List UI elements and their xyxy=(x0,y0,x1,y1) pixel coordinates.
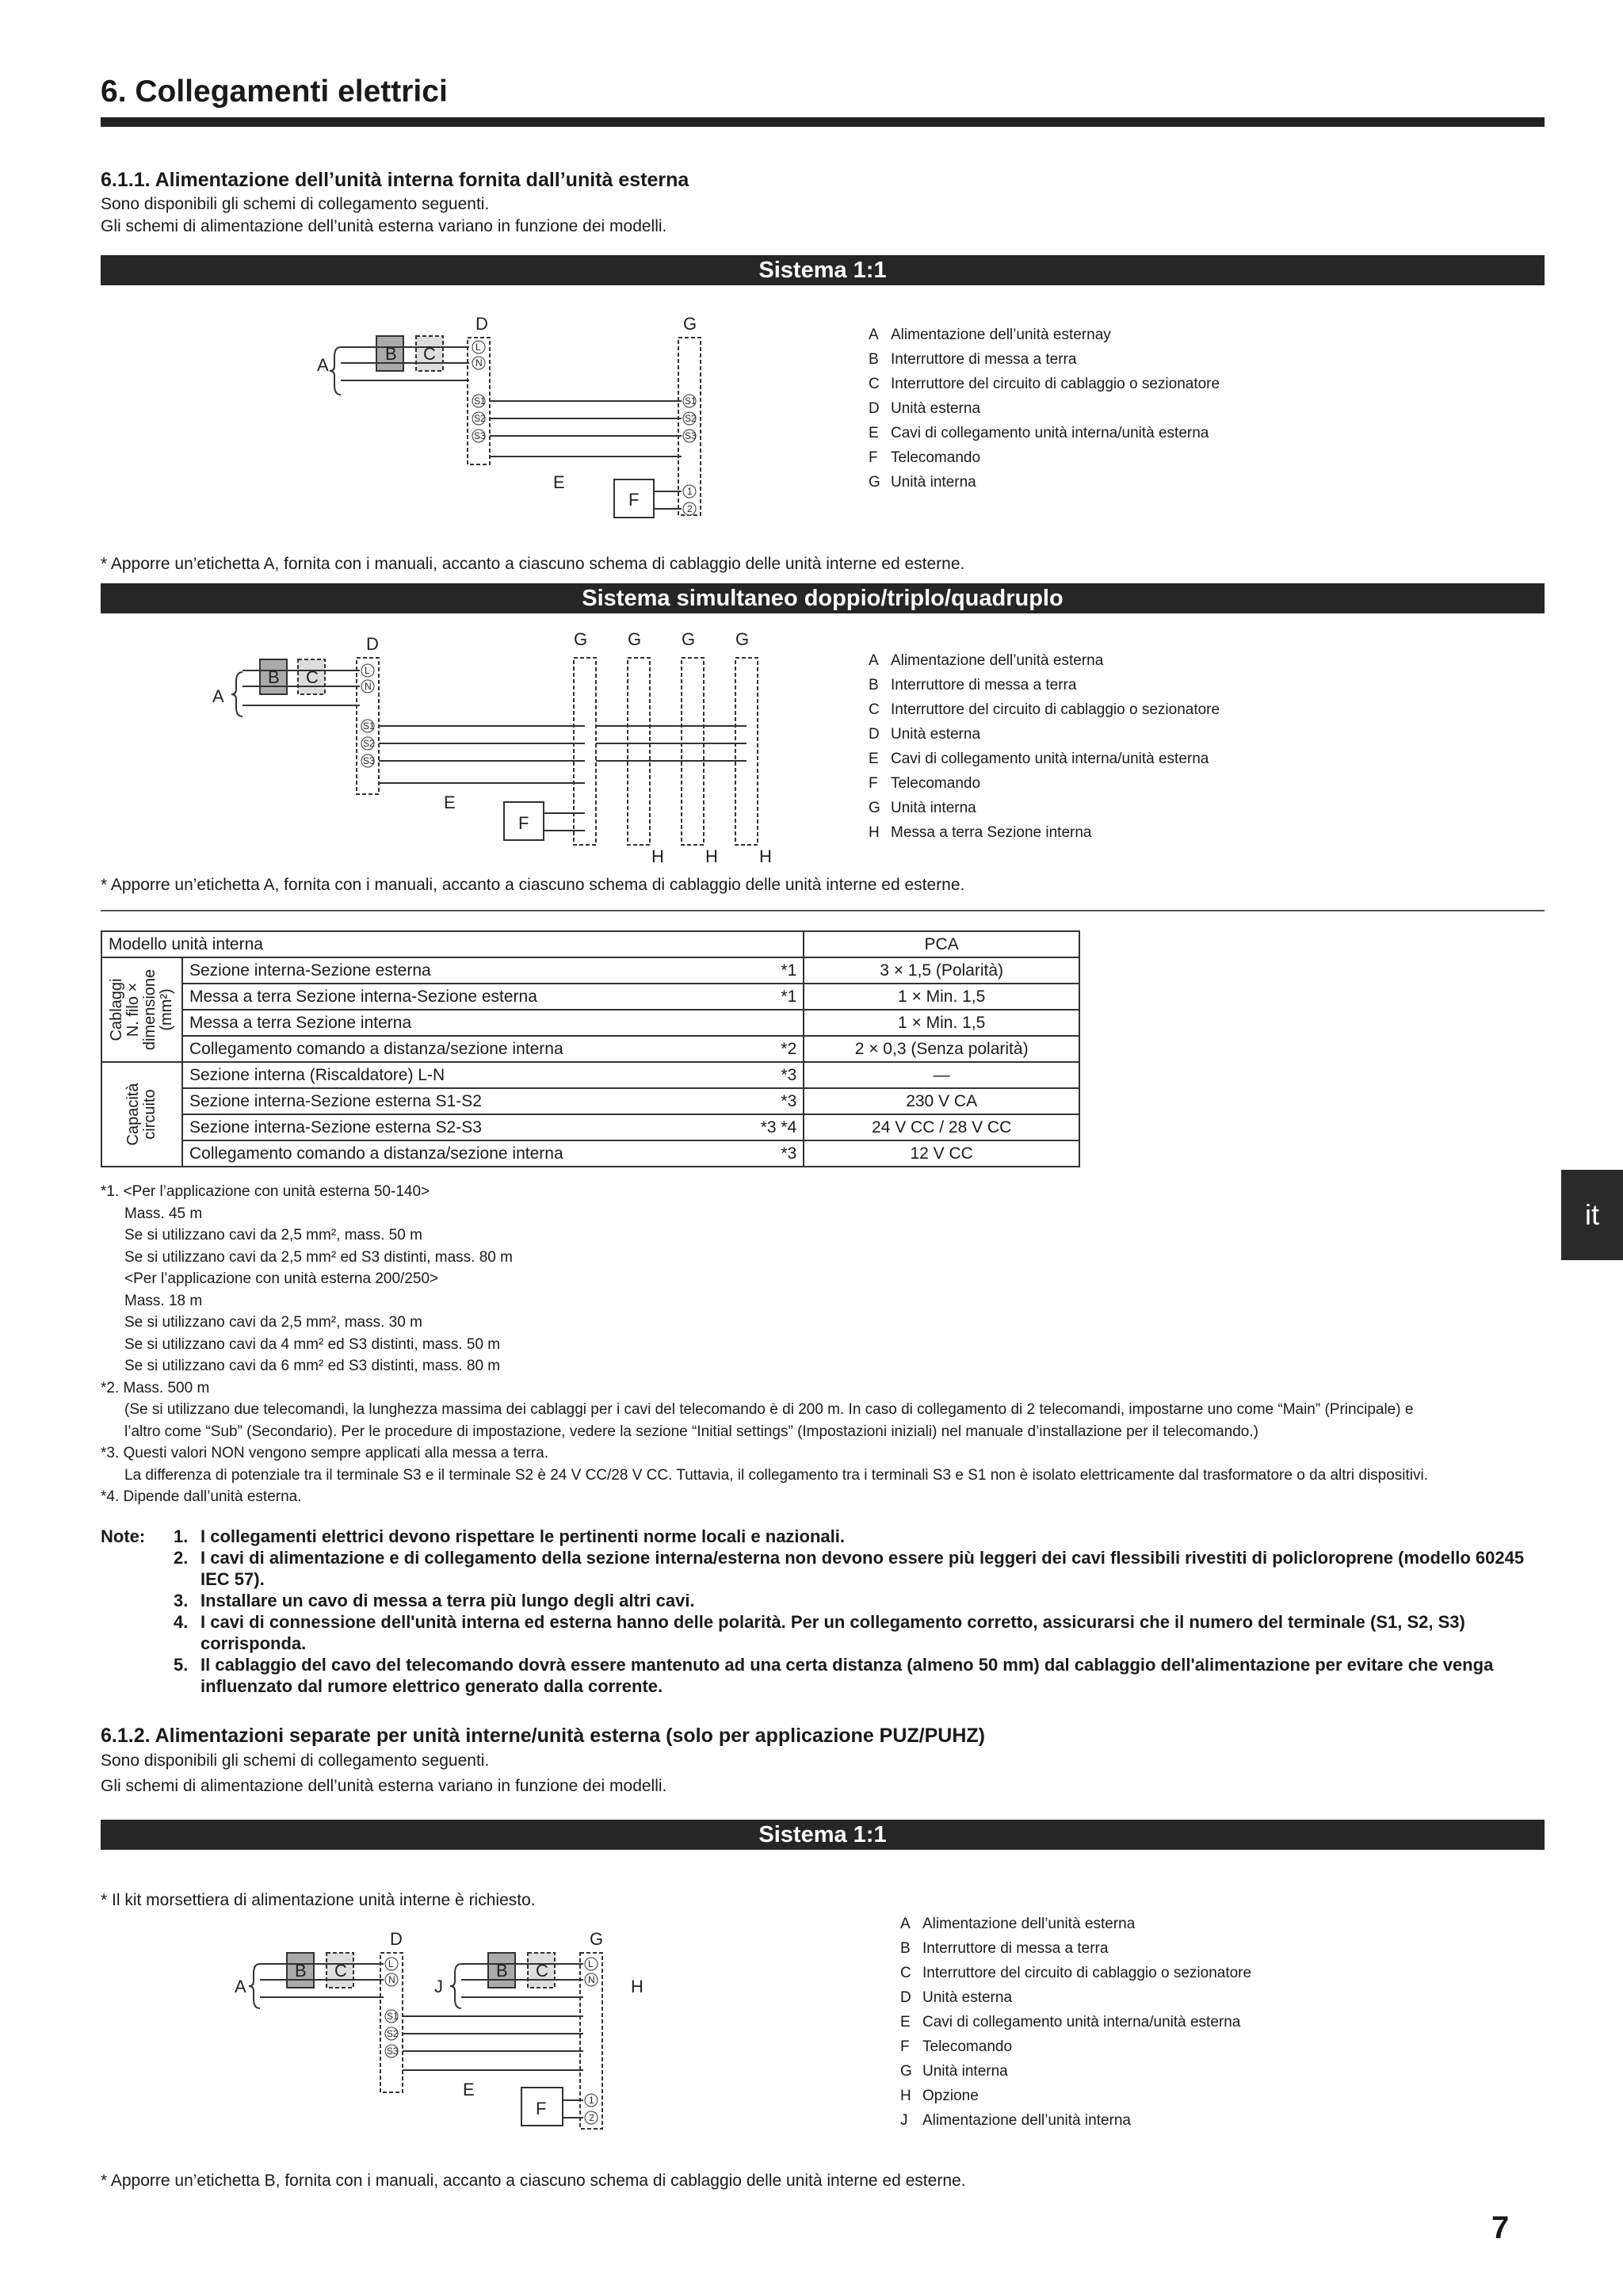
legend-item: D Unità esterna xyxy=(900,1989,1013,2006)
label-H-3: H xyxy=(759,846,772,866)
section-6-1-1-intro-1: Sono disponibili gli schemi di collegamento seguenti. xyxy=(101,195,490,213)
term-N: N xyxy=(365,681,372,692)
term-G-2: 2 xyxy=(589,2112,594,2123)
term-S2: S2 xyxy=(474,413,486,424)
label-E: E xyxy=(444,793,456,812)
footnote-line: La differenza di potenziale tra il terminale S3 e il terminale S2 è 24 V CC/28 V CC. Tuttavia, il collegamento tra i terminali S3 e S1 non è isolato elettricamente dal trasformatore o da altri dispositivi. xyxy=(124,1466,1429,1484)
legend-item: D Unità esterna xyxy=(869,726,981,743)
divider xyxy=(101,910,1545,911)
label-H-1: H xyxy=(651,846,664,866)
footnote-line: Se si utilizzano cavi da 4 mm² ed S3 distinti, mass. 50 m xyxy=(124,1335,501,1353)
footnotes xyxy=(101,1181,1545,1508)
footnote-line: l’altro come “Sub” (Secondario). Per le procedure di impostazione, vedere la sezione “Initial settings” (Impostazioni iniziali) nel manuale d’installazione per il telecomando.) xyxy=(124,1423,1258,1440)
legend-item: B Interruttore di messa a terra xyxy=(869,677,1077,693)
legend-item: A Alimentazione dell’unità esterna xyxy=(869,652,1104,669)
label-C: C xyxy=(306,667,319,687)
legend-1 xyxy=(869,323,1220,495)
note-item: 5. Il cablaggio del cavo del telecomando dovrà essere mantenuto ad una certa distanza (almeno 50 mm) dal cablaggio dell'alimentazione per evitare che venga influenzato dal rumore elettrico generato dalla corrente. xyxy=(174,1655,1494,1696)
legend-item: D Unità esterna xyxy=(869,400,981,417)
legend-item: E Cavi di collegamento unità interna/unità esterna xyxy=(900,2014,1241,2030)
table-header-row xyxy=(101,931,1079,957)
legend-item: F Telecomando xyxy=(900,2038,1013,2055)
table-row: Messa a terra Sezione interna-Sezione esterna *1 1 × Min. 1,5 xyxy=(101,984,1079,1010)
footnote-line: (Se si utilizzano due telecomandi, la lunghezza massima dei cablaggi per i cavi del telecomando è di 200 m. In caso di collegamento di 2 telecomandi, impostarne uno come “Main” (Principale) e xyxy=(124,1401,1414,1418)
table-row: Collegamento comando a distanza/sezione interna *2 2 × 0,3 (Senza polarità) xyxy=(101,1036,1079,1062)
legend-item: C Interruttore del circuito di cablaggio o sezionatore xyxy=(869,701,1220,718)
term-G-1: 1 xyxy=(687,486,693,497)
label-A: A xyxy=(212,686,224,706)
footnote-line: Se si utilizzano cavi da 2,5 mm², mass. 30 m xyxy=(124,1314,422,1331)
group-wiring xyxy=(101,957,182,1062)
label-F: F xyxy=(518,813,529,833)
term-N: N xyxy=(475,357,483,369)
label-A: A xyxy=(317,355,329,375)
system-bar-1-1: Sistema 1:1 xyxy=(101,255,1545,285)
term-L: L xyxy=(388,1958,394,1969)
term-S1: S1 xyxy=(363,720,375,732)
label-note-A-2: * Apporre un’etichetta A, fornita con i manuali, accanto a ciascuno schema di cablaggio delle unità interne ed esterne. xyxy=(101,876,965,894)
legend-item: C Interruttore del circuito di cablaggio o sezionatore xyxy=(900,1965,1252,1981)
footnote-line: *4. Dipende dall’unità esterna. xyxy=(101,1488,302,1505)
term-S2: S2 xyxy=(387,2028,399,2039)
label-G: G xyxy=(683,314,697,334)
group-label: Capacità circuito xyxy=(124,1083,158,1146)
table-row: Sezione interna-Sezione esterna S2-S3 *3 *4 24 V CC / 28 V CC xyxy=(101,1114,1079,1140)
legend-item: B Interruttore di messa a terra xyxy=(900,1940,1109,1957)
term-G-1: 1 xyxy=(589,2095,594,2106)
section-6-1-1-intro-2: Gli schemi di alimentazione dell’unità esterna variano in funzione dei modelli. xyxy=(101,217,667,235)
legend-item: A Alimentazione dell’unità esternay xyxy=(869,327,1111,343)
system-bar-multi: Sistema simultaneo doppio/triplo/quadruplo xyxy=(101,583,1545,613)
legend-item: G Unità interna xyxy=(900,2063,1008,2080)
term-L: L xyxy=(475,342,481,353)
table-row: Capacità circuito Sezione interna (Riscaldatore) L-N *3 — xyxy=(101,1062,1079,1088)
legend-item: J Alimentazione dell’unità interna xyxy=(900,2112,1131,2129)
section-6-1-2-intro-1: Sono disponibili gli schemi di collegamento seguenti. xyxy=(101,1752,490,1770)
legend-item: F Telecomando xyxy=(869,449,981,466)
label-G-2: G xyxy=(628,629,642,649)
footnote-line: Mass. 45 m xyxy=(124,1205,203,1222)
label-F: F xyxy=(536,2099,547,2118)
term-N: N xyxy=(388,1974,395,1985)
label-D: D xyxy=(366,634,379,654)
term-L: L xyxy=(365,665,370,676)
footnote-line: *3. Questi valori NON vengono sempre applicati alla messa a terra. xyxy=(101,1445,548,1461)
note-item: 4. I cavi di connessione dell'unità interna ed esterna hanno delle polarità. Per un collegamento corretto, assicurarsi che il numero del terminale (S1, S2, S3) corrisponda. xyxy=(174,1612,1465,1653)
legend-item: F Telecomando xyxy=(869,775,981,792)
term-S3: S3 xyxy=(363,755,375,766)
term-G-S1: S1 xyxy=(685,395,697,407)
label-B: B xyxy=(295,1961,307,1981)
wiring-spec-table xyxy=(101,930,1080,1167)
wiring-diagram-multi xyxy=(208,626,794,872)
table-row: Collegamento comando a distanza/sezione interna *3 12 V CC xyxy=(101,1140,1079,1167)
section-6-1-1-heading: 6.1.1. Alimentazione dell’unità interna fornita dall’unità esterna xyxy=(101,169,689,191)
term-S3: S3 xyxy=(474,430,486,441)
header-pca: PCA xyxy=(804,931,1079,957)
legend-item: H Messa a terra Sezione interna xyxy=(869,824,1092,841)
legend-item: C Interruttore del circuito di cablaggio o sezionatore xyxy=(869,376,1220,392)
label-E: E xyxy=(553,472,565,492)
label-H-2: H xyxy=(705,846,718,866)
label-J: J xyxy=(434,1977,443,1996)
label-G: G xyxy=(590,1929,604,1949)
group-capacity xyxy=(101,1062,182,1167)
term-S1: S1 xyxy=(474,395,486,407)
footnote-line: Se si utilizzano cavi da 2,5 mm², mass. 50 m xyxy=(124,1227,422,1244)
legend-item: E Cavi di collegamento unità interna/unità esterna xyxy=(869,425,1209,441)
group-label: Cablaggi N. filo × dimensione (mm²) xyxy=(108,968,175,1051)
section-6-1-2-heading: 6.1.2. Alimentazioni separate per unità interne/unità esterna (solo per applicazione PUZ/PUHZ) xyxy=(101,1725,985,1747)
title-rule xyxy=(101,117,1545,127)
header-model: Modello unità interna xyxy=(101,931,804,957)
table-row: Messa a terra Sezione interna 1 × Min. 1,5 xyxy=(101,1010,1079,1036)
kit-note: * Il kit morsettiera di alimentazione unità interne è richiesto. xyxy=(101,1891,536,1909)
legend-item: A Alimentazione dell’unità esterna xyxy=(900,1916,1136,1932)
label-G-4: G xyxy=(735,629,750,649)
wiring-diagram-1-1 xyxy=(317,309,729,531)
legend-2 xyxy=(869,648,1220,845)
label-H: H xyxy=(631,1977,643,1996)
legend-3 xyxy=(900,1912,1251,2133)
term-G-2: 2 xyxy=(687,503,693,514)
term-G-N: N xyxy=(588,1974,595,1985)
note-item: 3. Installare un cavo di messa a terra più lungo degli altri cavi. xyxy=(174,1591,695,1610)
footnote-line: Se si utilizzano cavi da 2,5 mm² ed S3 distinti, mass. 80 m xyxy=(124,1248,513,1266)
label-note-B: * Apporre un’etichetta B, fornita con i manuali, accanto a ciascuno schema di cablaggio delle unità interne ed esterne. xyxy=(101,2172,966,2190)
label-F: F xyxy=(628,490,640,510)
legend-item: E Cavi di collegamento unità interna/unità esterna xyxy=(869,751,1209,767)
footnote-line: Mass. 18 m xyxy=(124,1292,203,1309)
table-row: Sezione interna-Sezione esterna S1-S2 *3 230 V CA xyxy=(101,1088,1079,1114)
label-C-2: C xyxy=(536,1961,548,1981)
term-S2: S2 xyxy=(363,738,375,749)
term-S1: S1 xyxy=(387,2011,399,2022)
table-row: Cablaggi N. filo × dimensione (mm²) Sezione interna-Sezione esterna *1 3 × 1,5 (Polarità) xyxy=(101,957,1079,984)
page-number: 7 xyxy=(1491,2210,1510,2245)
label-D: D xyxy=(475,314,488,334)
language-tab: it xyxy=(1561,1170,1623,1260)
label-C: C xyxy=(423,344,436,364)
notes-label: Note: xyxy=(101,1526,146,1546)
wiring-diagram-separate xyxy=(231,1929,675,2135)
system-bar-separate: Sistema 1:1 xyxy=(101,1820,1545,1850)
label-D: D xyxy=(390,1929,403,1949)
term-G-S2: S2 xyxy=(685,413,697,424)
label-B: B xyxy=(268,667,280,687)
term-G-L: L xyxy=(588,1958,594,1969)
term-S3: S3 xyxy=(387,2046,399,2057)
footnote-line: *2. Mass. 500 m xyxy=(101,1379,210,1396)
page-title: 6. Collegamenti elettrici xyxy=(101,74,448,109)
label-G-3: G xyxy=(682,629,696,649)
legend-item: G Unità interna xyxy=(869,800,976,816)
term-G-S3: S3 xyxy=(685,430,697,441)
legend-item: G Unità interna xyxy=(869,474,976,491)
footnote-line: Se si utilizzano cavi da 6 mm² ed S3 distinti, mass. 80 m xyxy=(124,1358,501,1374)
note-item: 2. I cavi di alimentazione e di collegamento della sezione interna/esterna non devono essere più leggeri dei cavi flessibili rivestiti di policloroprene (modello 60245 IEC 57). xyxy=(174,1548,1525,1589)
label-C: C xyxy=(334,1961,347,1981)
note-item: 1. I collegamenti elettrici devono rispettare le pertinenti norme locali e nazionali. xyxy=(174,1526,845,1546)
legend-item: B Interruttore di messa a terra xyxy=(869,351,1077,368)
section-6-1-2-intro-2: Gli schemi di alimentazione dell’unità esterna variano in funzione dei modelli. xyxy=(101,1777,667,1795)
label-B: B xyxy=(385,344,397,364)
label-B-2: B xyxy=(496,1961,508,1981)
footnote-line: <Per l’applicazione con unità esterna 200/250> xyxy=(124,1270,439,1287)
label-note-A-1: * Apporre un’etichetta A, fornita con i manuali, accanto a ciascuno schema di cablaggio delle unità interne ed esterne. xyxy=(101,555,965,573)
label-A: A xyxy=(235,1977,246,1996)
label-G-1: G xyxy=(574,629,588,649)
label-E: E xyxy=(463,2080,475,2099)
footnote-line: *1. <Per l’applicazione con unità esterna 50-140> xyxy=(101,1183,430,1200)
legend-item: H Opzione xyxy=(900,2088,979,2104)
